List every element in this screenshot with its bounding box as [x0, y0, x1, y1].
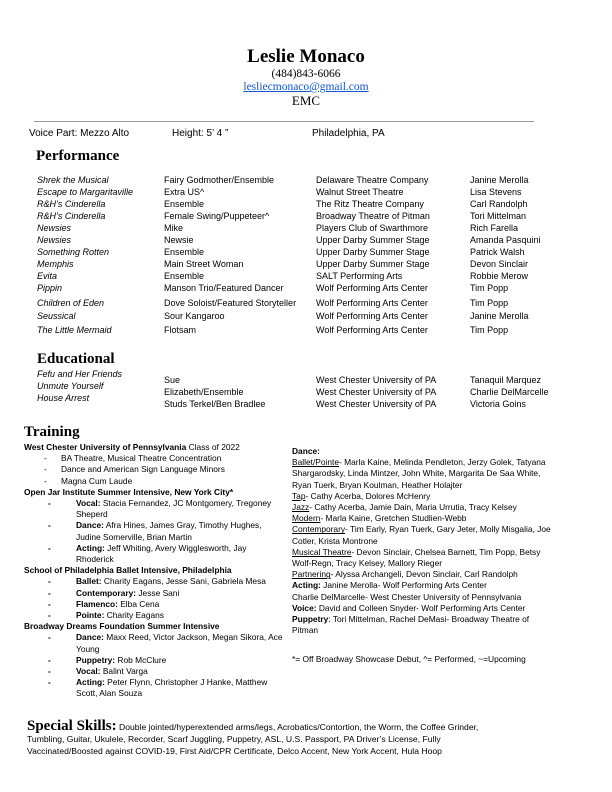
- musical-theatre-teachers: Musical Theatre- Devon Sinclair, Chelsea Barnett, Tim Popp, Betsy Wolf-Regn, Tracy Kelsey, Mallory Rieger: [292, 546, 541, 569]
- credit-row: [37, 283, 557, 295]
- credit-show: Pippin: [37, 283, 63, 293]
- header-divider: [34, 121, 534, 122]
- credit-row: [37, 175, 557, 187]
- modern-teachers: Modern- Marla Kaine, Gretchen Studlien-Webb: [292, 513, 467, 524]
- open-jar-heading: Open Jar Institute Summer Intensive, New York City*: [24, 486, 234, 497]
- credit-show: Shrek the Musical: [37, 175, 109, 185]
- credit-role: Elizabeth/Ensemble: [164, 387, 244, 397]
- credit-venue: Wolf Performing Arts Center: [316, 283, 428, 293]
- credit-venue: West Chester University of PA: [316, 399, 437, 409]
- credit-role: Manson Trio/Featured Dancer: [164, 283, 284, 293]
- training-item: - Dance: Afra Hines, James Gray, Timothy Hughes, Judine Somerville, Brian Martin: [48, 520, 262, 542]
- resume-header: [0, 46, 612, 108]
- credit-venue: West Chester University of PA: [316, 387, 437, 397]
- training-item: - BA Theatre, Musical Theatre Concentration: [44, 453, 222, 464]
- credit-director: Tim Popp: [470, 283, 509, 293]
- credit-show: Newsies: [37, 235, 72, 245]
- credit-row: [37, 311, 557, 323]
- special-skills: Special Skills: Double jointed/hyperextended arms/legs, Acrobatics/Contortion, the Worm, the Coffee Grinder, Tumbling, Guitar, Ukulele, Recorder, Scarf Juggling, Puppetry, ASL, U.S. Passport, PA Driver’s License, Fully Vaccinated/Boosted against COVID-19, First Aid/CPR Certificate, Delco Accent, New York Accent, Hula Hoop: [27, 718, 479, 757]
- credit-director: Tim Popp: [470, 298, 509, 308]
- credit-show: R&H’s Cinderella: [37, 211, 106, 221]
- training-item: - Magna Cum Laude: [44, 475, 133, 486]
- credit-row: [37, 199, 557, 211]
- training-item: - Vocal: Stacia Fernandez, JC Montgomery, Tregoney Sheperd: [48, 498, 272, 520]
- credit-show: Fefu and Her Friends: [37, 369, 123, 379]
- location: Philadelphia, PA: [312, 128, 385, 139]
- training-item: - Ballet: Charity Eagans, Jesse Sani, Gabriela Mesa: [48, 576, 266, 587]
- union-status: EMC: [291, 93, 321, 108]
- credit-role: Fairy Godmother/Ensemble: [164, 175, 275, 185]
- credit-director: Rich Farella: [470, 223, 519, 233]
- credit-row: [37, 223, 557, 235]
- credit-row: [37, 325, 557, 337]
- credit-show: The Little Mermaid: [37, 325, 112, 335]
- partnering-teachers: Partnering- Alyssa Archangeli, Devon Sinclair, Carl Randolph: [292, 569, 518, 580]
- height: Height: 5’ 4 ”: [172, 128, 229, 139]
- credit-role: Female Swing/Puppeteer^: [164, 211, 270, 221]
- credit-director: Charlie DelMarcelle: [470, 387, 549, 397]
- credit-venue: Players Club of Swarthmore: [316, 223, 429, 233]
- credit-venue: Upper Darby Summer Stage: [316, 235, 430, 245]
- jazz-teachers: Jazz- Cathy Acerba, Jamie Dain, Maria Urrutia, Tracy Kelsey: [292, 502, 517, 513]
- credit-director: Carl Randolph: [470, 199, 528, 209]
- credit-show: Something Rotten: [37, 247, 110, 257]
- credit-row: [37, 271, 557, 283]
- credit-venue: Walnut Street Theatre: [316, 187, 404, 197]
- educational-heading: Educational: [37, 351, 115, 367]
- bdf-heading: Broadway Dreams Foundation Summer Intensive: [24, 621, 220, 632]
- educational-credits: [37, 369, 557, 409]
- credit-venue: Wolf Performing Arts Center: [316, 325, 428, 335]
- credit-director: Janine Merolla: [470, 175, 529, 185]
- training-item: - Puppetry: Rob McClure: [48, 654, 167, 665]
- credit-role: Mike: [164, 223, 184, 233]
- credit-role: Ensemble: [164, 247, 205, 257]
- credit-director: Robbie Merow: [470, 271, 529, 281]
- credit-director: Tim Popp: [470, 325, 509, 335]
- special-skills-heading: Special Skills:: [27, 718, 117, 734]
- credit-venue: Upper Darby Summer Stage: [316, 259, 430, 269]
- credit-show: Escape to Margaritaville: [37, 187, 134, 197]
- phone-number: (484)843-6066: [271, 68, 341, 80]
- credit-director: Patrick Walsh: [470, 247, 525, 257]
- training-item: - Vocal: Balint Varga: [48, 666, 148, 677]
- voice-teachers: Voice: David and Colleen Snyder- Wolf Performing Arts Center: [292, 602, 526, 613]
- credit-director: Victoria Goins: [470, 399, 526, 409]
- credit-venue: The Ritz Theatre Company: [316, 199, 424, 209]
- credit-director: Tori Mittelman: [470, 211, 527, 221]
- credit-venue: Delaware Theatre Company: [316, 175, 429, 185]
- training-right-column: [292, 446, 592, 666]
- credit-row: [37, 187, 557, 199]
- credit-director: Lisa Stevens: [470, 187, 522, 197]
- credit-show: House Arrest: [37, 393, 90, 403]
- credit-show: Unmute Yourself: [37, 381, 104, 391]
- credit-row: [37, 259, 557, 271]
- credit-role: Ensemble: [164, 271, 205, 281]
- email-link[interactable]: lesliecmonaco@gmail.com: [243, 81, 369, 93]
- training-item: - Dance: Maxx Reed, Victor Jackson, Megan Sikora, Ace Young: [48, 632, 283, 654]
- credit-role: Sue: [164, 375, 181, 385]
- credit-venue: West Chester University of PA: [316, 375, 437, 385]
- credit-venue: SALT Performing Arts: [316, 271, 403, 281]
- acting-teachers: Acting: Janine Merolla- Wolf Performing Arts Center Charlie DelMarcelle- West Chester University of Pennsylvania: [292, 580, 522, 602]
- ballet-pointe-teachers: Ballet/Pointe- Marla Kaine, Melinda Pendleton, Jerzy Golek, Tatyana Shargarodsky, Linda Mintzer, John White, Margarita De Saa White, Ryan Tuerk, Bryan Koulman, Heather Holajter: [292, 457, 546, 490]
- credit-venue: Upper Darby Summer Stage: [316, 247, 430, 257]
- credit-venue: Wolf Performing Arts Center: [316, 311, 428, 321]
- credit-row: [37, 298, 557, 310]
- credit-show: Children of Eden: [37, 298, 105, 308]
- credit-show: Seussical: [37, 311, 76, 321]
- credit-venue: Wolf Performing Arts Center: [316, 298, 428, 308]
- credit-show: R&H’s Cinderella: [37, 199, 106, 209]
- credit-show: Newsies: [37, 223, 72, 233]
- credit-role: Sour Kangaroo: [164, 311, 225, 321]
- training-item: - Acting: Jeff Whiting, Avery Wigglesworth, Jay Rhoderick: [48, 542, 247, 565]
- credit-show: Memphis: [37, 259, 74, 269]
- training-left-column: [24, 442, 286, 700]
- credit-director: Devon Sinclair: [470, 259, 529, 269]
- training-item: - Acting: Peter Flynn, Christopher J Hanke, Matthew Scott, Alan Souza: [48, 677, 268, 699]
- symbol-legend: *= Off Broadway Showcase Debut, ^= Performed, ~=Upcoming: [292, 654, 526, 665]
- credit-row: [37, 235, 557, 247]
- credit-role: Studs Terkel/Ben Bradlee: [164, 399, 266, 409]
- credit-role: Extra US^: [164, 187, 205, 197]
- performance-heading: Performance: [36, 148, 120, 164]
- training-item: - Contemporary: Jesse Sani: [48, 587, 180, 598]
- credit-role: Ensemble: [164, 199, 205, 209]
- credit-venue: Broadway Theatre of Pitman: [316, 211, 430, 221]
- credit-show: Evita: [37, 271, 58, 281]
- training-item: - Pointe: Charity Eagans: [48, 610, 164, 621]
- credit-role: Flotsam: [164, 325, 197, 335]
- dance-heading: Dance:: [292, 446, 320, 456]
- credit-role: Main Street Woman: [164, 259, 244, 269]
- credit-role: Dove Soloist/Featured Storyteller: [164, 298, 297, 308]
- training-item: - Flamenco: Elba Cena: [48, 598, 160, 609]
- credit-row: [37, 211, 557, 223]
- wcu-heading: West Chester University of Pennsylvania Class of 2022: [24, 442, 240, 452]
- performance-credits: [37, 175, 557, 340]
- tap-teachers: Tap- Cathy Acerba, Dolores McHenry: [292, 490, 431, 501]
- credit-director: Amanda Pasquini: [470, 235, 541, 245]
- training-item: - Dance and American Sign Language Minors: [44, 464, 225, 475]
- voice-part: Voice Part: Mezzo Alto: [29, 128, 130, 139]
- applicant-name: Leslie Monaco: [247, 46, 365, 67]
- credit-role: Newsie: [164, 235, 194, 245]
- sopb-heading: School of Philadelphia Ballet Intensive, Philadelphia: [24, 565, 232, 576]
- credit-director: Tanaquil Marquez: [470, 375, 542, 385]
- contemporary-teachers: Contemporary- Tim Early, Ryan Tuerk, Gary Jeter, Molly Misgalia, Joe Cotler, Krista Montrone: [292, 524, 551, 546]
- credit-row: [37, 247, 557, 259]
- puppetry-teachers: Puppetry: Tori Mittelman, Rachel DeMasi- Broadway Theatre of Pitman: [292, 614, 530, 636]
- credit-director: Janine Merolla: [470, 311, 529, 321]
- training-heading: Training: [24, 424, 80, 440]
